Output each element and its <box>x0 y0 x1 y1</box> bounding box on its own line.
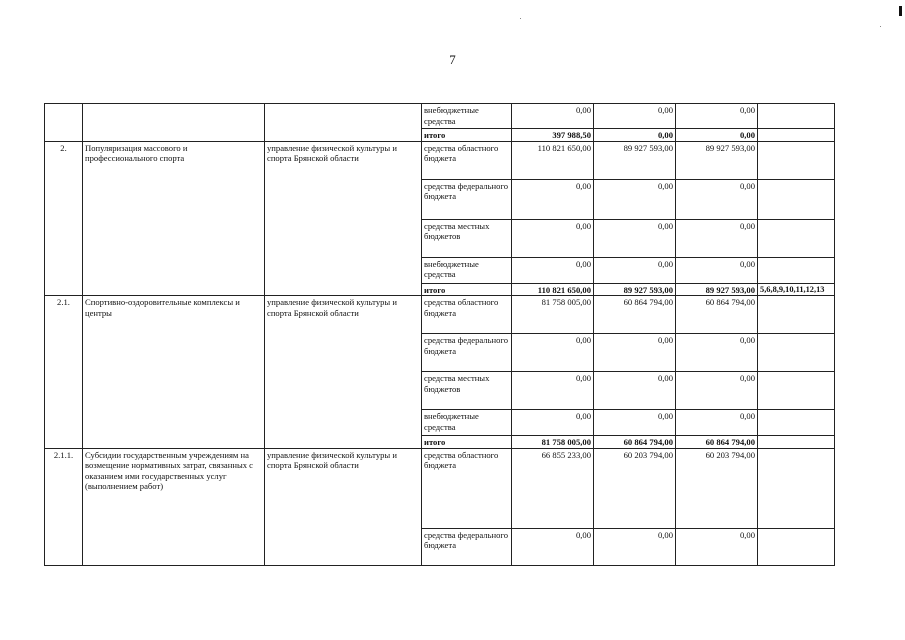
amount-year-1: 81 758 005,00 <box>512 296 594 334</box>
result-indicators <box>758 410 835 436</box>
funding-row <box>45 104 835 129</box>
funding-source: внебюджетные средства <box>422 257 512 283</box>
item-name: Спортивно-оздоровительные комплексы и центры <box>83 296 265 449</box>
amount-year-1: 110 821 650,00 <box>512 141 594 179</box>
amount-year-2: 0,00 <box>594 257 676 283</box>
result-indicators <box>758 448 835 528</box>
amount-year-2: 0,00 <box>594 528 676 565</box>
amount-year-2: 0,00 <box>594 219 676 257</box>
amount-year-2: 60 864 794,00 <box>594 296 676 334</box>
result-indicators <box>758 372 835 410</box>
amount-year-1: 0,00 <box>512 257 594 283</box>
result-indicators <box>758 528 835 565</box>
funding-source: средства федерального бюджета <box>422 528 512 565</box>
amount-year-3: 0,00 <box>676 372 758 410</box>
funding-source: средства областного бюджета <box>422 448 512 528</box>
item-number: 2.1.1. <box>45 448 83 565</box>
funding-source: средства областного бюджета <box>422 296 512 334</box>
page-number: 7 <box>449 52 456 67</box>
item-executor <box>265 104 422 142</box>
amount-year-2: 60 864 794,00 <box>594 436 676 449</box>
item-executor: управление физической культуры и спорта Брянской области <box>265 141 422 296</box>
item-executor: управление физической культуры и спорта Брянской области <box>265 448 422 565</box>
funding-source: средства федерального бюджета <box>422 179 512 219</box>
amount-year-3: 60 864 794,00 <box>676 436 758 449</box>
amount-year-2: 0,00 <box>594 104 676 129</box>
amount-year-3: 60 203 794,00 <box>676 448 758 528</box>
funding-source: итого <box>422 436 512 449</box>
funding-source: средства федерального бюджета <box>422 334 512 372</box>
result-indicators <box>758 296 835 334</box>
amount-year-3: 0,00 <box>676 528 758 565</box>
item-number: 2.1. <box>45 296 83 449</box>
result-indicators <box>758 179 835 219</box>
funding-row <box>45 141 835 179</box>
amount-year-2: 0,00 <box>594 129 676 142</box>
item-number <box>45 104 83 142</box>
result-indicators <box>758 129 835 142</box>
amount-year-1: 0,00 <box>512 179 594 219</box>
amount-year-1: 66 855 233,00 <box>512 448 594 528</box>
funding-source: средства местных бюджетов <box>422 372 512 410</box>
result-indicators <box>758 436 835 449</box>
amount-year-1: 0,00 <box>512 372 594 410</box>
result-indicators <box>758 219 835 257</box>
amount-year-1: 0,00 <box>512 219 594 257</box>
amount-year-3: 0,00 <box>676 129 758 142</box>
funding-source: итого <box>422 283 512 296</box>
result-indicators: 5,6,8,9,10,11,12,13 <box>758 283 835 296</box>
amount-year-3: 0,00 <box>676 257 758 283</box>
amount-year-1: 397 988,50 <box>512 129 594 142</box>
amount-year-2: 0,00 <box>594 410 676 436</box>
item-name: Популяризация массового и профессионального спорта <box>83 141 265 296</box>
amount-year-2: 0,00 <box>594 334 676 372</box>
amount-year-1: 0,00 <box>512 334 594 372</box>
funding-row <box>45 448 835 528</box>
amount-year-2: 60 203 794,00 <box>594 448 676 528</box>
amount-year-3: 0,00 <box>676 219 758 257</box>
amount-year-3: 89 927 593,00 <box>676 141 758 179</box>
amount-year-3: 0,00 <box>676 104 758 129</box>
amount-year-3: 0,00 <box>676 179 758 219</box>
scan-dot <box>520 18 521 19</box>
amount-year-2: 0,00 <box>594 372 676 410</box>
funding-source: итого <box>422 129 512 142</box>
amount-year-2: 89 927 593,00 <box>594 141 676 179</box>
amount-year-1: 81 758 005,00 <box>512 436 594 449</box>
item-number: 2. <box>45 141 83 296</box>
funding-source: средства местных бюджетов <box>422 219 512 257</box>
scan-dot <box>880 26 881 27</box>
item-name <box>83 104 265 142</box>
funding-row <box>45 296 835 334</box>
amount-year-1: 0,00 <box>512 410 594 436</box>
result-indicators <box>758 104 835 129</box>
amount-year-3: 89 927 593,00 <box>676 283 758 296</box>
result-indicators <box>758 334 835 372</box>
item-executor: управление физической культуры и спорта Брянской области <box>265 296 422 449</box>
amount-year-1: 0,00 <box>512 528 594 565</box>
funding-source: внебюджетные средства <box>422 104 512 129</box>
amount-year-2: 0,00 <box>594 179 676 219</box>
amount-year-2: 89 927 593,00 <box>594 283 676 296</box>
amount-year-3: 0,00 <box>676 334 758 372</box>
amount-year-3: 0,00 <box>676 410 758 436</box>
item-name: Субсидии государственным учреждениям на возмещение нормативных затрат, связанных с оказанием ими государственных услуг (выполнением работ) <box>83 448 265 565</box>
edge-mark <box>899 6 902 16</box>
funding-source: средства областного бюджета <box>422 141 512 179</box>
amount-year-1: 0,00 <box>512 104 594 129</box>
result-indicators <box>758 141 835 179</box>
budget-table <box>44 103 835 566</box>
amount-year-3: 60 864 794,00 <box>676 296 758 334</box>
result-indicators <box>758 257 835 283</box>
amount-year-1: 110 821 650,00 <box>512 283 594 296</box>
funding-source: внебюджетные средства <box>422 410 512 436</box>
